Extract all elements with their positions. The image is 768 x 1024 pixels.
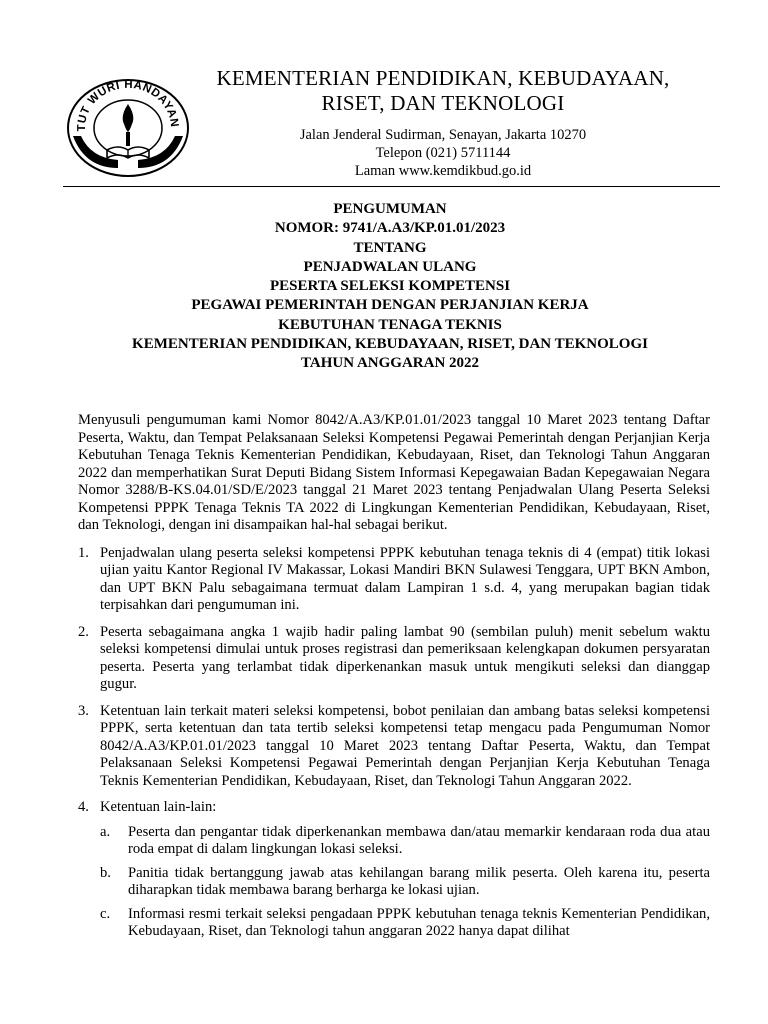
item-number: 2. (78, 623, 89, 640)
address: Jalan Jenderal Sudirman, Senayan, Jakarta 10270 (299, 127, 587, 143)
sub-item-text: Informasi resmi terkait seleksi pengadaan PPPK kebutuhan tenaga teknis Kementerian Pendidikan, Kebudayaan, Riset, dan Teknologi tahun anggaran 2022 hanya dapat dilihat (128, 905, 710, 939)
item-text: Ketentuan lain-lain: (100, 799, 217, 815)
announcement-title (60, 200, 720, 374)
item-number: 3. (78, 702, 89, 719)
title-line: PENJADWALAN ULANG (303, 258, 477, 275)
title-line: TAHUN ANGGARAN 2022 (300, 355, 480, 372)
announcement-body (78, 412, 710, 950)
sub-item-letter: a. (100, 823, 111, 840)
list-item (78, 545, 710, 615)
item-text: Ketentuan lain terkait materi seleksi kompetensi, bobot penilaian dan ambang batas seleksi kompetensi PPPK, serta ketentuan dan tata tertib seleksi kompetensi tetap mengacu pada Pengumuman Nomor 8042/A.A3/KP.01.01/2023 tanggal 10 Maret 2023 tentang Daftar Peserta, Waktu, dan Tempat Pelaksanaan Seleksi Kompetensi Pegawai Pemerintah dengan Perjanjian Kerja Kebutuhan Tenaga Teknis Kementerian Pendidikan, Kebudayaan, Riset, dan Teknologi Tahun Anggaran 2022. (100, 702, 710, 789)
ministry-name-line1: KEMENTERIAN PENDIDIKAN, KEBUDAYAAN, (216, 66, 670, 90)
item-number: 1. (78, 544, 89, 561)
logo-motto: TUT WURI HANDAYAN (75, 78, 181, 132)
sub-item-letter: c. (100, 905, 111, 922)
list-item (78, 799, 710, 941)
title-line: KEMENTERIAN PENDIDIKAN, KEBUDAYAAN, RISET, DAN TEKNOLOGI (132, 336, 648, 353)
title-line: PEGAWAI PEMERINTAH DENGAN PERJANJIAN KERJA (191, 297, 589, 314)
website: Laman www.kemdikbud.go.id (354, 163, 532, 179)
item-number: 4. (78, 799, 89, 815)
intro-paragraph: Menyusuli pengumuman kami Nomor 8042/A.A3/KP.01.01/2023 tanggal 10 Maret 2023 tentang Daftar Peserta, Waktu, dan Tempat Pelaksanaan Seleksi Kompetensi Pegawai Pemerintah dengan Perjanjian Kerja Kebutuhan Tenaga Teknis Kementerian Pendidikan, Kebudayaan, Riset, dan Teknologi Tahun Anggaran 2022 dan memperhatikan Surat Deputi Bidang Sistem Informasi Kepegawaian Badan Kepegawaian Negara Nomor 3288/B-KS.04.01/SD/E/2023 tanggal 21 Maret 2023 tentang Penjadwalan Ulang Peserta Seleksi Kompetensi PPPK Tenaga Teknis TA 2022 di Lingkungan Kementerian Pendidikan, Kebudayaan, Riset, dan Teknologi, dengan ini disampaikan hal-hal sebagai berikut. (78, 412, 710, 533)
numbered-list (78, 545, 710, 941)
phone: Telepon (021) 5711144 (375, 145, 511, 161)
tut-wuri-handayani-logo (63, 70, 193, 178)
sub-item-letter: b. (100, 864, 111, 881)
item-text: Penjadwalan ulang peserta seleksi kompetensi PPPK kebutuhan tenaga teknis di 4 (empat) titik lokasi ujian yaitu Kantor Regional IV Makassar, Lokasi Mandiri BKN Sulawesi Tenggara, UPT BKN Ambon, dan UPT BKN Palu sebagaimana termuat dalam Lampiran 1 s.d. 4, yang merupakan bagian tidak terpisahkan dari pengumuman ini. (100, 544, 710, 613)
title-line: KEBUTUHAN TENAGA TEKNIS (278, 316, 502, 333)
sub-item-text: Panitia tidak bertanggung jawab atas kehilangan barang milik peserta. Oleh karena itu, peserta diharapkan tidak membawa barang berharga ke lokasi ujian. (128, 864, 710, 898)
sub-item (100, 906, 710, 941)
title-line: PENGUMUMAN (333, 201, 447, 217)
lettered-list (100, 824, 710, 941)
item-text: Peserta sebagaimana angka 1 wajib hadir paling lambat 90 (sembilan puluh) menit sebelum waktu seleksi kompetensi dimulai untuk proses registrasi dan pemeriksaan kelengkapan dokumen persyaratan peserta. Peserta yang terlambat tidak diperkenankan masuk untuk mengikuti seleksi dan dianggap gugur. (100, 623, 710, 692)
title-line: TENTANG (353, 239, 427, 256)
list-item (78, 624, 710, 694)
sub-item (100, 865, 710, 900)
title-line: NOMOR: 9741/A.A3/KP.01.01/2023 (274, 220, 506, 237)
sub-item-text: Peserta dan pengantar tidak diperkenankan membawa dan/atau memarkir kendaraan roda dua atau roda empat di dalam lingkungan lokasi seleksi. (128, 823, 710, 857)
list-item (78, 703, 710, 791)
ministry-name-line2: RISET, DAN TEKNOLOGI (321, 91, 565, 115)
title-line: PESERTA SELEKSI KOMPETENSI (269, 278, 511, 295)
sub-item (100, 824, 710, 859)
letterhead (200, 66, 686, 180)
letterhead-divider (63, 186, 720, 187)
